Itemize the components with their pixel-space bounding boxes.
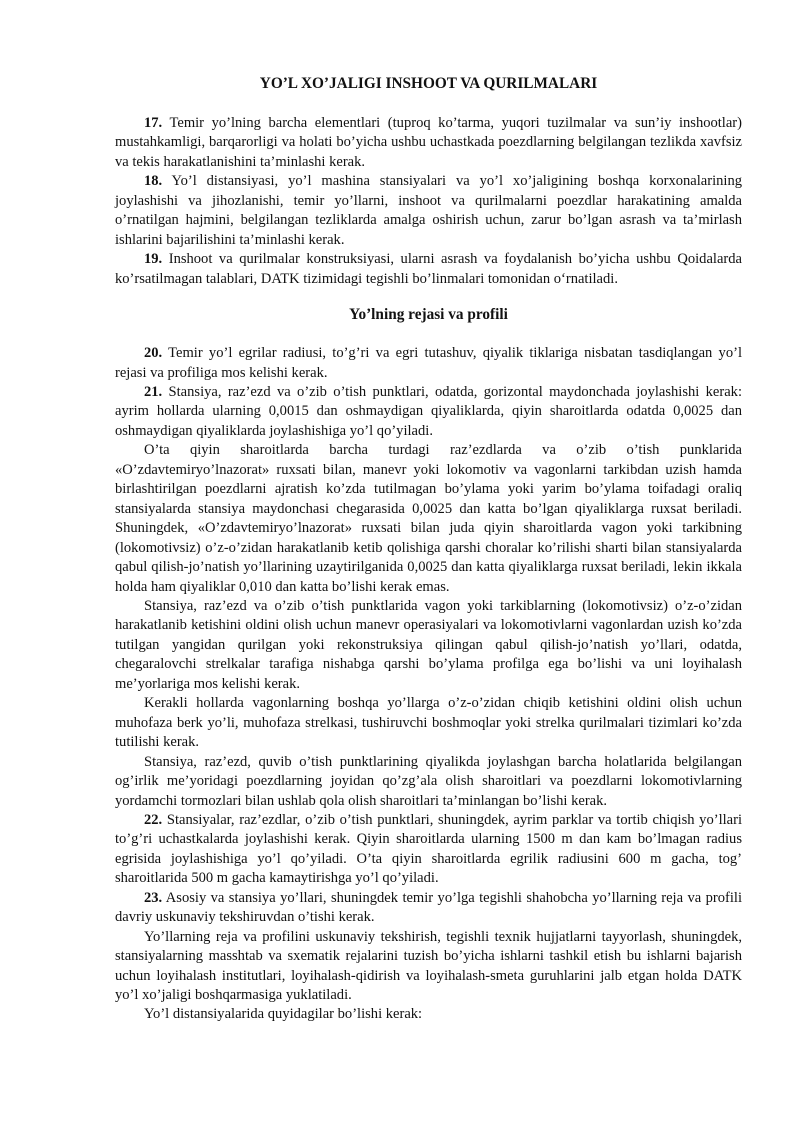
paragraph-text: Stansiya, raz’ezd va o’zib o’tish punktlari, odatda, gorizontal maydonchada joylashishi kerak: ayrim hollarda ularning 0,0015 dan oshmaydigan qiyaliklarda, qiyin sharoitlarda odatda 0,0025 dan oshmaydigan qiyaliklarda joylashishiga yo’l qo’yiladi. <box>115 383 742 439</box>
paragraph <box>115 441 742 597</box>
paragraph-text: Temir yo’lning barcha elementlari (tuproq ko’tarma, yuqori tuzilmalar va sun’iy inshootlar) mustahkamligi, barqarorligi va holati bo’yicha ushbu uchastkada poezdlarning belgilangan tezlikda xavfsiz va tekis harakatlanishini ta’minlashi kerak. <box>115 115 742 170</box>
paragraph <box>115 811 742 889</box>
paragraph <box>115 344 742 383</box>
paragraph-text: Asosiy va stansiya yo’llari, shuningdek temir yo’lga tegishli shahobcha yo’llarning reja va profili davriy uskunaviy tekshiruvdan o’tishi kerak. <box>115 889 742 926</box>
paragraph-text: Yo’l distansiyasi, yo’l mashina stansiyalari va yo’l xo’jaligining boshqa korxonalarining joylashishi va jihozlanishi, temir yo’llarni, inshoot va qurilmalarni poezdlar harakatining amalda o’rnatilgan hajmini, belgilangan tezliklarda amalga oshirish uchun, zarur bo’lgan asrash va ta’mirlash ishlarini bajarilishini ta’minlashi kerak. <box>115 173 742 248</box>
clause-number: 19. <box>144 251 163 268</box>
clause-number: 20. <box>144 345 163 362</box>
clause-number: 23. <box>144 889 163 906</box>
paragraph-text: Stansiyalar, raz’ezdlar, o’zib o’tish punktlari, shuningdek, ayrim parklar va tortib chiqish yo’llari to’g’ri uchastkalarda joylashishi kerak. Qiyin sharoitlarda ularning 1500 m dan kam bo’lmagan radius egrisida joylashishiga yo’l qo’yiladi. O’ta qiyin sharoitlarda egrilik radiusini 600 m gacha, tog’ sharoitlarida 500 m gacha kamaytirishga yo’l qo’yiladi. <box>115 811 742 887</box>
paragraph-text: Inshoot va qurilmalar konstruksiyasi, ularni asrash va foydalanish bo’yicha ushbu Qoidalarda ko’rsatilmagan talablari, DATK tizimidagi tegishli bo’linmalari tomonidan o‘rnatiladi. <box>115 251 742 287</box>
clause-number: 21. <box>144 383 163 400</box>
paragraph <box>115 889 742 928</box>
paragraph-text: Yo’l distansiyalarida quyidagilar bo’lishi kerak: <box>144 1006 423 1023</box>
paragraph-text: Yo’llarning reja va profilini uskunaviy tekshirish, tegishli texnik hujjatlarni tayyorlash, shuningdek, stansiyalarning masshtab va sxematik rejalarini tuzish bo’yicha ishlarni tashkil etish bu ishlarni bajarish uchun loyihalash institutlari, loyihalash-qidirish va loyihalash-smeta guruhlarini jalb etgan holda DATK yo’l xo’jaligi boshqarmasiga yuklatiladi. <box>115 928 742 1004</box>
section-title: Yo’lning rejasi va profili <box>349 306 508 324</box>
paragraph <box>115 114 742 172</box>
document-body <box>115 74 742 1025</box>
paragraph <box>115 250 742 289</box>
paragraph <box>115 172 742 250</box>
paragraph <box>115 753 742 811</box>
paragraph-text: Stansiya, raz’ezd, quvib o’tish punktlarining qiyalikda joylashgan barcha holatlarida belgilangan og’irlik me’yoridagi poezdlarning joyidan qo’zg’ala olish sharoitlari va poezdlarni lokomotivlarning yordamchi tormozlari bilan ushlab qola olish sharoitlari ta’minlangan bo’lishi kerak. <box>115 753 742 809</box>
paragraph <box>115 928 742 1006</box>
clause-number: 18. <box>144 173 163 190</box>
paragraph <box>115 694 742 752</box>
section-plan-profile <box>115 344 742 1025</box>
paragraph-text: Stansiya, raz’ezd va o’zib o’tish punktlarida vagon yoki tarkiblarning (lokomotivsiz) o’z-o’zidan harakatlanib ketishini oldini olish uchun manevr operasiyalari va lokomotivlarni vagonlardan uzish ko’zda tutilgan yangidan qurilgan yoki rekonstruksiya qilingan qabul qilish-jo’natish yo’llari, odatda, chegaralovchi strelkalar tarafiga nishabga qarshi bo’ylama profilga ega bo’lishi va uni loyihalash me’yorlariga mos kelishi kerak. <box>115 597 742 692</box>
paragraph <box>115 383 742 441</box>
document-title: YO’L XO’JALIGI INSHOOT VA QURILMALARI <box>259 75 598 92</box>
paragraph-text: Kerakli hollarda vagonlarning boshqa yo’llarga o’z-o’zidan chiqib ketishini oldini olish uchun muhofaza berk yo’li, muhofaza strelkasi, tushiruvchi boshmoqlar yoki strelka qurilmalari tizimlari ko’zda tutilishi kerak. <box>115 695 742 751</box>
paragraph-text: O’ta qiyin sharoitlarda barcha turdagi raz’ezdlarda va o’zib o’tish punklarida «O’zdavtemiryo’lnazorat» ruxsati bilan, manevr yoki lokomotiv va vagonlarni tarkibdan uzish hamda birlashtirilgan poezdlarni ajratish ko’zda tutilmagan bo’ylama yoki yarim bo’ylama toifadagi oraliq stansiyalarda stansiya maydonchasi chegarasida 0,0025 dan katta bo’lgan qiyaliklarga ruxsat beriladi. Shuningdek, «O’zdavtemiryo’lnazorat» ruxsati bilan juda qiyin sharoitlarda vagon yoki tarkibning (lokomotivsiz) o’z-o’zidan harakatlanib ketib qolishiga qarshi choralar ko’rilishi sharti bilan stansiyalarda qabul qilish-jo’natish yo’llarining uzaytirilganida 0,0025 dan katta qiyaliklarga ruxsat beriladi, lekin ikkala holda ham qiyaliklar 0,010 dan katta bo’lishi kerak emas. <box>115 442 742 595</box>
paragraph-text: Temir yo’l egrilar radiusi, to’g’ri va egri tutashuv, qiyalik tiklariga nisbatan tasdiqlangan yo’l rejasi va profiliga mos kelishi kerak. <box>115 345 742 381</box>
clause-number: 22. <box>144 811 163 828</box>
clause-number: 17. <box>144 115 163 131</box>
paragraph <box>115 1005 742 1024</box>
section-general <box>115 114 742 289</box>
paragraph <box>115 597 742 694</box>
